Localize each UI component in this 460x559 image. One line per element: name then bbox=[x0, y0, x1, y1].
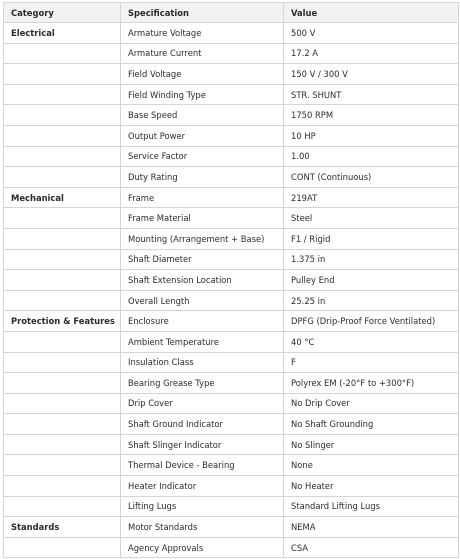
category-cell bbox=[4, 105, 121, 126]
category-cell bbox=[4, 455, 121, 476]
category-cell bbox=[4, 167, 121, 188]
table-row bbox=[4, 476, 459, 497]
table-row bbox=[4, 105, 459, 126]
category-cell bbox=[4, 228, 121, 249]
category-cell bbox=[4, 373, 121, 394]
specification-cell: Insulation Class bbox=[121, 352, 284, 373]
value-cell: STR. SHUNT bbox=[284, 84, 459, 105]
specification-cell: Field Winding Type bbox=[121, 84, 284, 105]
category-cell bbox=[4, 414, 121, 435]
category-cell: Mechanical bbox=[4, 187, 121, 208]
specification-cell: Lifting Lugs bbox=[121, 496, 284, 517]
table-row bbox=[4, 270, 459, 291]
specification-cell: Overall Length bbox=[121, 290, 284, 311]
specification-cell: Drip Cover bbox=[121, 393, 284, 414]
value-cell: 1.00 bbox=[284, 146, 459, 167]
value-cell: 40 °C bbox=[284, 331, 459, 352]
value-cell: NEMA bbox=[284, 517, 459, 538]
table-row bbox=[4, 228, 459, 249]
value-cell: Standard Lifting Lugs bbox=[284, 496, 459, 517]
specification-cell: Motor Standards bbox=[121, 517, 284, 538]
category-cell: Standards bbox=[4, 517, 121, 538]
header-value: Value bbox=[284, 3, 459, 23]
table-row bbox=[4, 434, 459, 455]
table-row bbox=[4, 393, 459, 414]
value-cell: 1.375 in bbox=[284, 249, 459, 270]
specification-cell: Frame Material bbox=[121, 208, 284, 229]
table-row bbox=[4, 517, 459, 538]
category-cell bbox=[4, 125, 121, 146]
specification-cell: Service Factor bbox=[121, 146, 284, 167]
header-row bbox=[4, 3, 459, 23]
specification-cell: Shaft Ground Indicator bbox=[121, 414, 284, 435]
category-cell bbox=[4, 393, 121, 414]
table-row bbox=[4, 167, 459, 188]
category-cell bbox=[4, 270, 121, 291]
value-cell: No Slinger bbox=[284, 434, 459, 455]
category-cell bbox=[4, 43, 121, 64]
table-row bbox=[4, 290, 459, 311]
category-cell bbox=[4, 290, 121, 311]
category-cell bbox=[4, 249, 121, 270]
value-cell: No Drip Cover bbox=[284, 393, 459, 414]
specification-cell: Thermal Device - Bearing bbox=[121, 455, 284, 476]
value-cell: Polyrex EM (-20°F to +300°F) bbox=[284, 373, 459, 394]
table-row bbox=[4, 64, 459, 85]
value-cell: 150 V / 300 V bbox=[284, 64, 459, 85]
table-row bbox=[4, 496, 459, 517]
header-category: Category bbox=[4, 3, 121, 23]
category-cell bbox=[4, 496, 121, 517]
specification-cell: Shaft Slinger Indicator bbox=[121, 434, 284, 455]
value-cell: None bbox=[284, 455, 459, 476]
category-cell bbox=[4, 476, 121, 497]
specification-cell: Agency Approvals bbox=[121, 537, 284, 558]
specification-cell: Base Speed bbox=[121, 105, 284, 126]
value-cell: No Shaft Grounding bbox=[284, 414, 459, 435]
category-cell bbox=[4, 537, 121, 558]
specification-cell: Shaft Diameter bbox=[121, 249, 284, 270]
value-cell: 17.2 A bbox=[284, 43, 459, 64]
table-row bbox=[4, 125, 459, 146]
value-cell: DPFG (Drip-Proof Force Ventilated) bbox=[284, 311, 459, 332]
table-row bbox=[4, 537, 459, 558]
value-cell: F1 / Rigid bbox=[284, 228, 459, 249]
table-row bbox=[4, 146, 459, 167]
table-row bbox=[4, 187, 459, 208]
value-cell: CSA bbox=[284, 537, 459, 558]
table-row bbox=[4, 414, 459, 435]
table-row bbox=[4, 373, 459, 394]
specification-cell: Bearing Grease Type bbox=[121, 373, 284, 394]
table-header bbox=[4, 3, 459, 23]
value-cell: CONT (Continuous) bbox=[284, 167, 459, 188]
category-cell bbox=[4, 208, 121, 229]
table-row bbox=[4, 249, 459, 270]
table-row bbox=[4, 352, 459, 373]
table-row bbox=[4, 23, 459, 44]
specification-cell: Shaft Extension Location bbox=[121, 270, 284, 291]
table-row bbox=[4, 331, 459, 352]
category-cell: Electrical bbox=[4, 23, 121, 44]
specification-cell: Output Power bbox=[121, 125, 284, 146]
specification-cell: Enclosure bbox=[121, 311, 284, 332]
value-cell: Pulley End bbox=[284, 270, 459, 291]
value-cell: Steel bbox=[284, 208, 459, 229]
table-body bbox=[4, 23, 459, 558]
category-cell bbox=[4, 84, 121, 105]
specification-cell: Ambient Temperature bbox=[121, 331, 284, 352]
specification-cell: Armature Current bbox=[121, 43, 284, 64]
value-cell: F bbox=[284, 352, 459, 373]
specification-cell: Mounting (Arrangement + Base) bbox=[121, 228, 284, 249]
value-cell: 25.25 in bbox=[284, 290, 459, 311]
value-cell: No Heater bbox=[284, 476, 459, 497]
category-cell bbox=[4, 434, 121, 455]
category-cell bbox=[4, 352, 121, 373]
category-cell: Protection & Features bbox=[4, 311, 121, 332]
category-cell bbox=[4, 64, 121, 85]
table-row bbox=[4, 455, 459, 476]
table-row bbox=[4, 43, 459, 64]
value-cell: 10 HP bbox=[284, 125, 459, 146]
category-cell bbox=[4, 331, 121, 352]
value-cell: 219AT bbox=[284, 187, 459, 208]
specification-cell: Armature Voltage bbox=[121, 23, 284, 44]
specification-cell: Frame bbox=[121, 187, 284, 208]
value-cell: 1750 RPM bbox=[284, 105, 459, 126]
spec-table bbox=[3, 2, 459, 558]
specification-cell: Duty Rating bbox=[121, 167, 284, 188]
specification-cell: Field Voltage bbox=[121, 64, 284, 85]
table-row bbox=[4, 311, 459, 332]
table-row bbox=[4, 84, 459, 105]
specification-cell: Heater Indicator bbox=[121, 476, 284, 497]
category-cell bbox=[4, 146, 121, 167]
value-cell: 500 V bbox=[284, 23, 459, 44]
header-specification: Specification bbox=[121, 3, 284, 23]
table-row bbox=[4, 208, 459, 229]
